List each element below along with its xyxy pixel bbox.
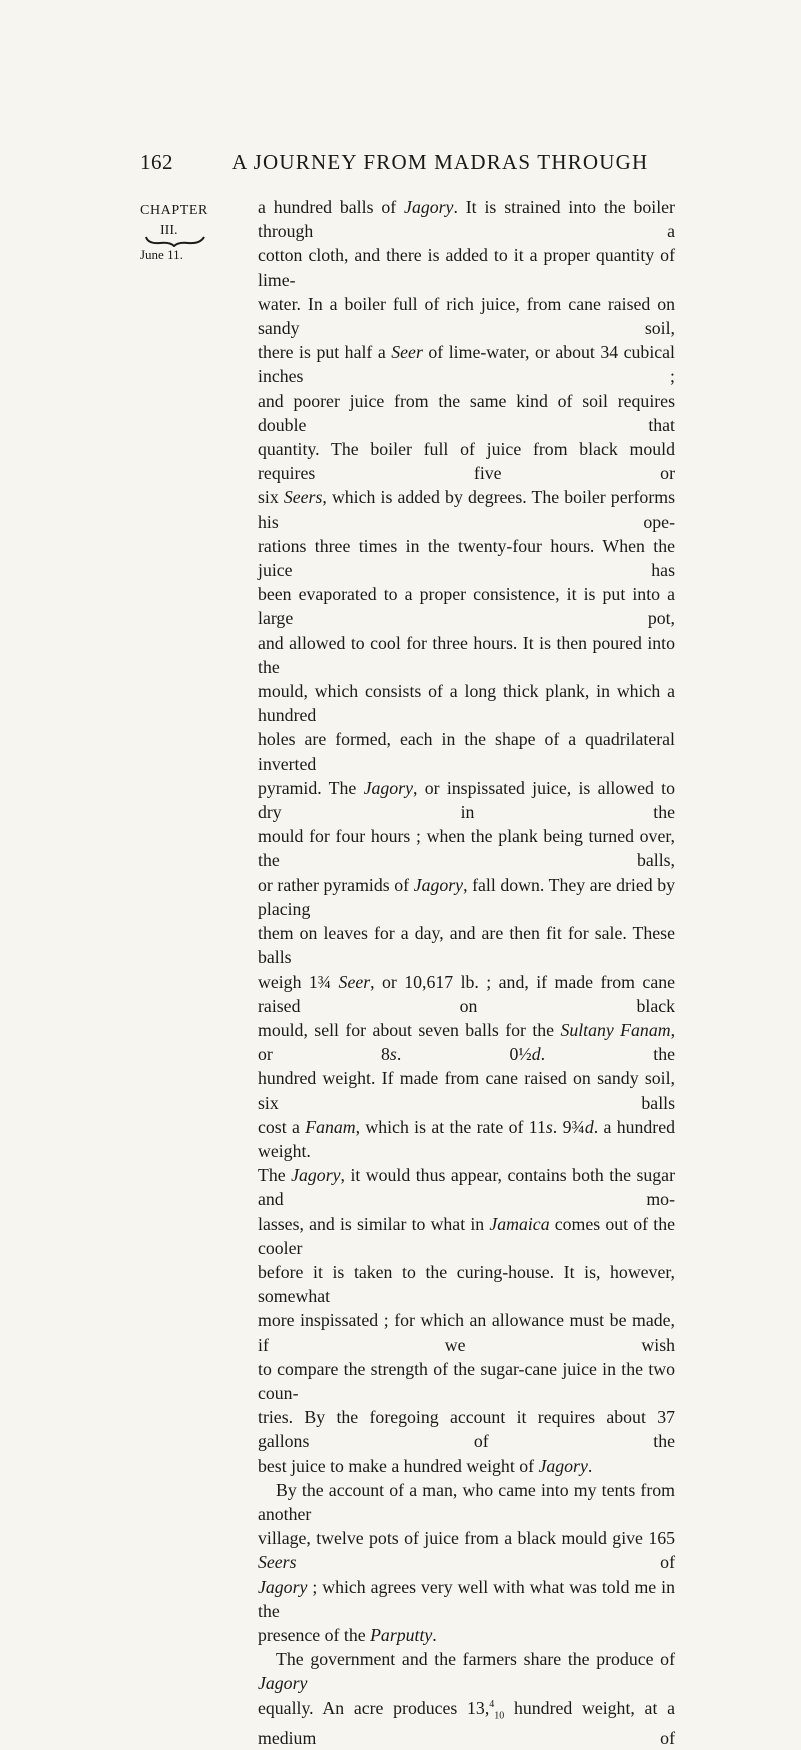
text-line xyxy=(258,824,675,872)
text-run: , fall down. They are dried by placing xyxy=(258,874,675,919)
text-line xyxy=(258,389,675,437)
italic-run: Sultany Fanam xyxy=(560,1019,671,1040)
text-run: , which is added by degrees. The boiler performs his ope- xyxy=(258,487,675,532)
text-run: mould for four hours ; when the plank being turned over, the balls, xyxy=(258,826,675,871)
text-line xyxy=(258,292,675,340)
text-run: hundred weight, at a medium of xyxy=(258,1697,675,1748)
text-run: to compare the strength of the sugar-cane juice in the two coun- xyxy=(258,1358,675,1403)
text-line xyxy=(258,485,675,533)
text-run: before it is taken to the curing-house. It is, however, somewhat xyxy=(258,1261,675,1307)
text-line xyxy=(258,631,675,679)
text-line xyxy=(258,1526,675,1574)
text-run: . 9¾ xyxy=(552,1116,585,1137)
text-run: . xyxy=(432,1624,437,1645)
italic-run: Jagory xyxy=(291,1165,341,1186)
text-line xyxy=(258,1260,675,1308)
text-run: holes are formed, each in the shape of a quadrilateral inverted xyxy=(258,729,675,774)
text-line xyxy=(258,1212,675,1260)
text-run: water. In a boiler full of rich juice, from cane raised on sandy soil, xyxy=(258,293,675,339)
text-run: , or inspissated juice, is allowed to dry in the xyxy=(258,777,675,823)
body-text xyxy=(258,195,675,1750)
text-run: cost a xyxy=(258,1116,306,1137)
text-run: and allowed to cool for three hours. It is then poured into the xyxy=(258,632,675,677)
text-line xyxy=(258,727,675,775)
italic-run: Seers xyxy=(258,1552,297,1573)
text-line xyxy=(258,437,675,485)
italic-run: Jagory xyxy=(258,1673,308,1694)
text-line xyxy=(258,1623,675,1647)
text-line xyxy=(258,921,675,969)
text-run: ; which agrees very well with what was told me in the xyxy=(258,1576,675,1621)
text-run: , or 8 xyxy=(258,1019,676,1065)
text-run: there is put half a xyxy=(258,342,392,363)
text-run: lasses, and is similar to what in xyxy=(258,1213,490,1234)
text-run: or rather pyramids of xyxy=(258,874,414,895)
italic-run: Seers xyxy=(283,487,323,508)
text-run: weigh 1¾ xyxy=(258,971,339,992)
running-head: A JOURNEY FROM MADRAS THROUGH xyxy=(232,150,649,174)
text-run: . a hundred weight. xyxy=(258,1116,675,1161)
text-run: , or 10,617 lb. ; and, if made from cane raised on black xyxy=(258,971,675,1016)
italic-run: Jagory xyxy=(363,777,413,798)
fraction-visual: $^4_{10}$ xyxy=(489,1698,505,1722)
text-line xyxy=(258,1647,675,1695)
text-run: pyramid. The xyxy=(258,777,364,798)
text-line xyxy=(258,340,675,388)
text-line xyxy=(258,243,675,291)
text-run: . 0½ xyxy=(396,1044,532,1065)
text-run: mould, which consists of a long thick plank, in which a hundred xyxy=(258,681,675,726)
text-run: . the xyxy=(540,1044,675,1065)
text-run: best juice to make a hundred weight of xyxy=(258,1455,539,1476)
text-line xyxy=(258,1115,675,1163)
italic-run: Jagory xyxy=(413,874,464,895)
text-run: hundred weight. If made from cane raised on sandy soil, six balls xyxy=(258,1068,675,1113)
text-run: quantity. The boiler full of juice from black mould requires five or xyxy=(258,439,675,484)
text-run: rations three times in the twenty-four hours. When the juice has xyxy=(258,535,675,581)
text-line xyxy=(258,1575,675,1623)
text-run: , which is at the rate of 11 xyxy=(355,1116,546,1137)
text-line xyxy=(258,1405,675,1453)
text-line xyxy=(258,195,675,243)
chapter-number: III. xyxy=(160,223,178,238)
italic-run: d xyxy=(584,1116,594,1137)
italic-run: Parputty xyxy=(370,1624,433,1645)
italic-run: Seer xyxy=(338,971,371,992)
text-line xyxy=(258,873,675,921)
italic-run: Fanam xyxy=(305,1116,356,1137)
text-run: of xyxy=(296,1552,675,1573)
page-number: 162 xyxy=(140,150,173,174)
chapter-label: CHAPTER xyxy=(140,203,208,218)
text-run: presence of the xyxy=(258,1624,371,1645)
text-line xyxy=(258,1357,675,1405)
italic-run: Seer xyxy=(391,342,423,363)
text-line xyxy=(258,970,675,1018)
text-run: and poorer juice from the same kind of soil requires double that xyxy=(258,390,675,435)
text-line xyxy=(258,1163,675,1211)
italic-run: d xyxy=(531,1044,541,1065)
text-run: , it would thus appear, contains both the sugar and mo- xyxy=(258,1165,675,1210)
text-run: cotton cloth, and there is added to it a proper quantity of lime- xyxy=(258,245,675,290)
text-line xyxy=(258,1018,675,1066)
text-line xyxy=(258,582,675,630)
text-line xyxy=(258,776,675,824)
text-line xyxy=(258,679,675,727)
text-run: village, twelve pots of juice from a black mould give 165 xyxy=(258,1528,675,1549)
text-run: The government and the farmers share the produce of xyxy=(276,1649,675,1670)
text-run: equally. An acre produces 13, xyxy=(258,1697,490,1718)
text-run: a hundred balls of xyxy=(258,197,405,217)
text-line xyxy=(258,1454,675,1478)
text-run: been evaporated to a proper consistence, it is put into a large pot, xyxy=(258,584,675,629)
text-run: more inspissated ; for which an allowance must be made, if we wish xyxy=(258,1310,675,1355)
italic-run: Jamaica xyxy=(489,1213,550,1234)
text-line xyxy=(258,1478,675,1526)
text-run: . It is strained into the boiler through a xyxy=(258,197,675,242)
text-run: mould, sell for about seven balls for the xyxy=(258,1019,561,1040)
italic-run: Jagory xyxy=(404,197,454,217)
text-line xyxy=(258,1308,675,1356)
text-run: . xyxy=(587,1455,593,1476)
text-run: comes out of the cooler xyxy=(258,1213,675,1258)
text-line xyxy=(258,534,675,582)
italic-run: Jagory xyxy=(258,1576,308,1597)
italic-run: Jagory xyxy=(538,1455,588,1476)
text-line xyxy=(258,1696,675,1750)
italic-run: s xyxy=(389,1044,397,1065)
text-run: of lime-water, or about 34 cubical inches ; xyxy=(258,342,675,387)
text-run: six xyxy=(258,487,284,508)
margin-date: June 11. xyxy=(140,247,183,262)
text-run: them on leaves for a day, and are then fit for sale. These balls xyxy=(258,923,675,968)
text-run: tries. By the foregoing account it requires about 37 gallons of the xyxy=(258,1407,675,1452)
italic-run: s xyxy=(545,1116,553,1137)
text-run: The xyxy=(258,1165,292,1186)
margin-note xyxy=(140,201,240,265)
text-line xyxy=(258,1066,675,1114)
text-run: By the account of a man, who came into my tents from another xyxy=(258,1479,675,1524)
